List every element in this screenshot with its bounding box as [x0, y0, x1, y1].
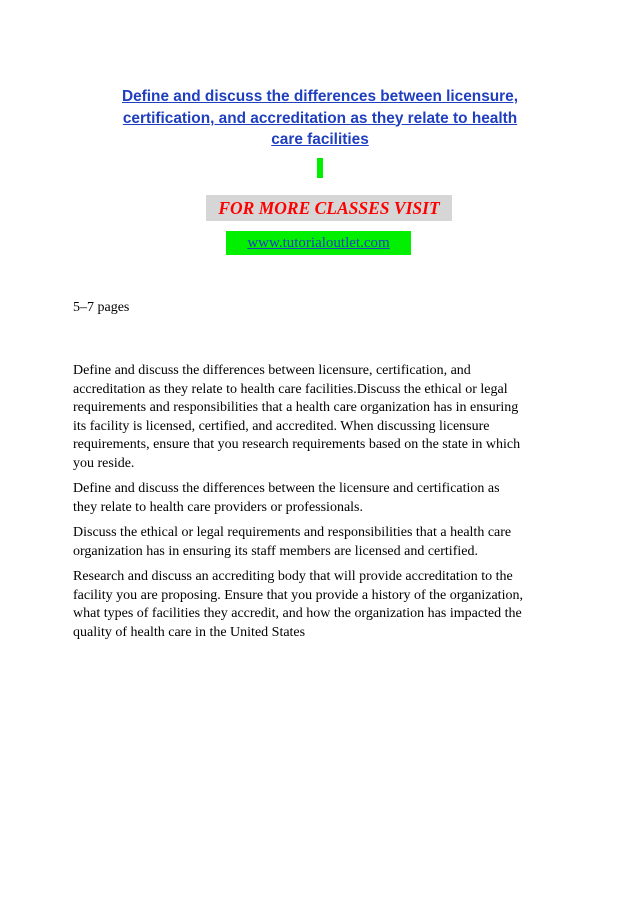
document-title: [90, 86, 550, 151]
text-line: they relate to health care providers or professionals.: [73, 499, 364, 515]
text-line: requirements, ensure that you research requirements based on the state in which: [73, 437, 521, 452]
text-line: Discuss the ethical or legal requirements and responsibilities that a health care: [73, 525, 512, 540]
text-line: quality of health care in the United States: [73, 624, 306, 640]
assignment-body: [73, 362, 568, 649]
paragraph: [73, 568, 568, 642]
text-line: its facility is licensed, certified, and accredited. When discussing licensure: [73, 418, 490, 434]
paragraph: [73, 480, 568, 517]
paragraph: [73, 362, 568, 473]
text-line: Define and discuss the differences between licensure, certification, and: [73, 363, 471, 378]
text-line: Research and discuss an accrediting body that will provide accreditation to the: [73, 569, 513, 584]
text-line: accreditation as they relate to health care facilities.Discuss the ethical or legal: [73, 381, 508, 397]
text-line: Define and discuss the differences between the licensure and certification as: [73, 481, 500, 496]
text-line: requirements and responsibilities that a health care organization has in ensuring: [73, 400, 519, 415]
page-count: 5–7 pages: [73, 300, 130, 315]
text-line: you reside.: [73, 455, 135, 471]
text-line: what types of facilities they accredit, and how the organization has impacted the: [73, 606, 522, 621]
website-link[interactable]: www.tutorialoutlet.com: [226, 231, 411, 255]
paragraph: [73, 524, 568, 561]
text-line: organization has in ensuring its staff members are licensed and certified.: [73, 543, 478, 559]
title-line: care facilities: [271, 131, 369, 148]
title-line: Define and discuss the differences between licensure,: [121, 88, 518, 105]
promo-banner: FOR MORE CLASSES VISIT: [206, 195, 452, 221]
green-marker: [317, 158, 323, 178]
title-line: certification, and accreditation as they relate to health: [122, 109, 518, 127]
text-line: facility you are proposing. Ensure that you provide a history of the organization,: [73, 587, 523, 603]
